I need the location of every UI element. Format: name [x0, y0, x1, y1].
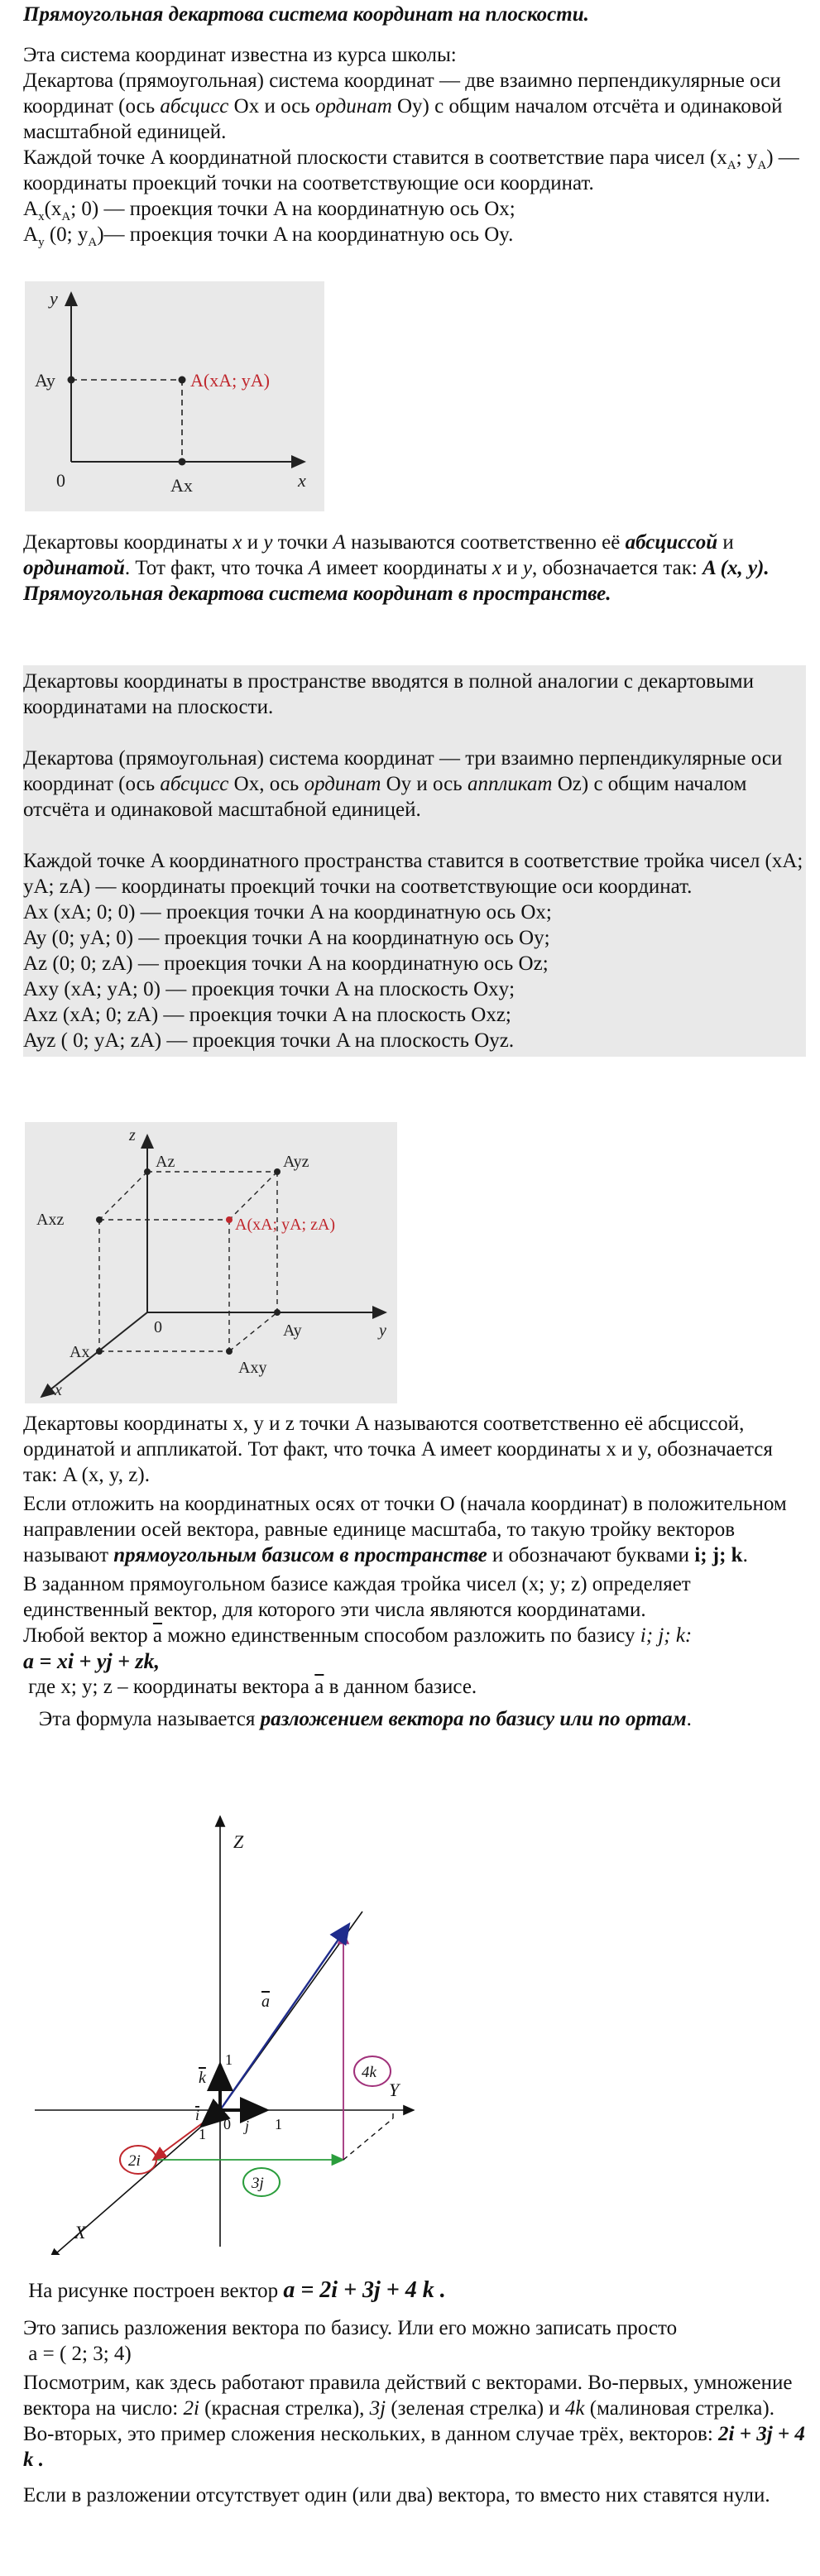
- space-coords-text: Декартовы координаты x, y и z точки A называются соответственно её абсциссой, ординатой и аппликатой. Тот факт, что точка A имеет координаты x и y, обозначается так: A (x, y, z).: [23, 1413, 773, 1486]
- space-label-ay: Ay: [283, 1322, 302, 1340]
- section-basis: [23, 1411, 809, 1732]
- space-proj-axz: Axz (xA; 0; zA) — проекция точки A на плоскость Oxz;: [23, 1004, 511, 1026]
- example-record: Это запись разложения вектора по базису. Или его можно записать просто: [23, 2317, 678, 2339]
- basis-formula: a = xi + yj + zk,: [23, 1649, 161, 1673]
- vec-label-j: j: [245, 2118, 250, 2134]
- space-proj-ay: Ay (0; yA; 0) — проекция точки A на координатную ось Oy;: [23, 927, 550, 949]
- vec-label-4k: 4k: [362, 2064, 376, 2081]
- basis-unique: В заданном прямоугольном базисе каждая тройка чисел (x; y; z) определяет единственный вектор, для которого эти числа являются координатами.: [23, 1573, 691, 1621]
- space-label-point: A(xA; yA; zA): [235, 1216, 336, 1234]
- plane-proj-y: $A_y$ (0; $y_A)—$ проекция точки A на координатную ось Oy.: [23, 223, 514, 249]
- space-point-a: [226, 1216, 233, 1223]
- plane-label-ay: Ay: [35, 370, 55, 391]
- vec-label-3j: 3j: [252, 2175, 264, 2192]
- plane-title: Прямоугольная декартова система координат на плоскости.: [23, 3, 589, 26]
- vec-label-one-j: 1: [275, 2116, 282, 2132]
- space-label-axz: Axz: [36, 1211, 65, 1229]
- space-point-ayz: [274, 1168, 281, 1175]
- example-record-short: a = ( 2; 3; 4): [28, 2343, 132, 2365]
- plane-label-ax: Ax: [170, 475, 193, 496]
- vec-label-k: k: [199, 2069, 206, 2087]
- space-proj-axy: Axy (xA; yA; 0) — проекция точки A на плоскость Oxy;: [23, 978, 515, 1000]
- plane-coords-text: Декартовы координаты x и y точки A называются соответственно её абсциссой и ординатой. Тот факт, что точка A имеет координаты x и y, обозначается так: A (x, y).: [23, 531, 770, 579]
- cube-edge: [229, 1312, 277, 1351]
- plane-label-origin: 0: [56, 470, 65, 491]
- space-figure: [25, 1122, 397, 1403]
- vector-figure: [25, 1808, 422, 2255]
- vec-label-z: Z: [233, 1831, 244, 1852]
- vector-diagram: [25, 1808, 422, 2255]
- vec-a-arrow: [220, 1924, 349, 2110]
- space-label-axy: Axy: [238, 1359, 267, 1377]
- cube-edge: [99, 1172, 147, 1220]
- basis-decompose: Любой вектор $\overline{a}$ можно единственным способом разложить по базису i; j; k:: [23, 1624, 693, 1647]
- section-plane: [23, 2, 809, 247]
- vec-label-one-k: 1: [225, 2051, 233, 2068]
- space-point-az: [144, 1168, 151, 1175]
- space-label-x: x: [55, 1381, 62, 1399]
- section-plane-coords: [23, 530, 809, 607]
- example-built: На рисунке построен вектор a = 2i + 3j + 4 k .: [28, 2277, 446, 2303]
- vec-dash: [343, 2118, 393, 2160]
- vec-label-y: Y: [389, 2080, 400, 2100]
- space-point-ax: [96, 1348, 103, 1355]
- section-space: [23, 665, 806, 1057]
- plane-intro: Эта система координат известна из курса школы:: [23, 44, 457, 66]
- space-label-origin: 0: [154, 1318, 162, 1336]
- space-point-ay: [274, 1309, 281, 1316]
- vec-label-one-i: 1: [199, 2126, 206, 2142]
- example-zeros: Если в разложении отсутствует один (или два) вектора, то вместо них ставятся нули.: [23, 2484, 770, 2506]
- space-label-z: z: [129, 1126, 136, 1144]
- cube-edge: [229, 1172, 277, 1220]
- plane-point-a: [179, 377, 186, 384]
- basis-ort: Эта формула называется разложением вектора по базису или по ортам.: [38, 1708, 692, 1730]
- plane-proj-x: $A_x(x_A$; 0) — проекция точки A на координатную ось Ox;: [23, 198, 515, 223]
- basis-definition: Если отложить на координатных осях от точки O (начала координат) в положительном направлении осей вектора, равные единице масштаба, то такую тройку векторов называют прямоугольным базисом в пространстве и обозначают буквами i; j; k.: [23, 1493, 787, 1566]
- plane-pair: Каждой точке A координатной плоскости ставится в соответствие пара чисел ($x_A$; $y_A$) — координаты проекций точки на соответствующие оси координат.: [23, 146, 799, 194]
- space-diagram: [25, 1122, 397, 1403]
- vec-label-a: a: [261, 1993, 270, 2011]
- plane-point-ax: [179, 458, 186, 466]
- plane-label-point: A(xA; yA): [190, 370, 270, 391]
- space-label-y: y: [379, 1322, 386, 1340]
- plane-definition: Декартова (прямоугольная) система координат — две взаимно перпендикулярные оси координат (ось абсцисс Ox и ось ординат Oy) с общим началом отсчёта и одинаковой масштабной единицей.: [23, 70, 783, 143]
- vec-label-2i: 2i: [128, 2152, 141, 2170]
- basis-where: где x; y; z – координаты вектора $\overline{a}$ в данном базисе.: [28, 1676, 477, 1698]
- plane-point-ay: [68, 377, 75, 384]
- plane-label-x: x: [298, 470, 306, 491]
- example-rules: Посмотрим, как здесь работают правила действий с векторами. Во-первых, умножение вектора на число: 2i (красная стрелка), 3j (зеленая стрелка) и 4k (малиновая стрелка). Во-вторых, это пример сложения нескольких, в данном случае трёх, векторов: 2i + 3j + 4 k .: [23, 2372, 805, 2471]
- space-label-az: Az: [156, 1153, 175, 1171]
- space-proj-az: Az (0; 0; zA) — проекция точки A на координатную ось Oz;: [23, 952, 549, 975]
- vec-label-i: i: [195, 2107, 200, 2123]
- section-example: [23, 2277, 809, 2508]
- plane-label-y: y: [50, 288, 58, 309]
- space-point-axz: [96, 1216, 103, 1223]
- space-definition: Декартова (прямоугольная) система координат — три взаимно перпендикулярные оси координат (ось абсцисс Ox, ось ординат Oy и ось аппликат Oz) с общим началом отсчёта и одинаковой масштабной единицей.: [23, 747, 783, 821]
- space-proj-ayz: Ayz ( 0; yA; zA) — проекция точки A на плоскость Oyz.: [23, 1029, 515, 1052]
- space-label-ax: Ax: [70, 1343, 90, 1361]
- space-proj-ax: Ax (xA; 0; 0) — проекция точки A на координатную ось Ox;: [23, 901, 552, 923]
- vec-label-x: X: [74, 2222, 86, 2243]
- space-point-axy: [226, 1348, 233, 1355]
- space-label-ayz: Ayz: [283, 1153, 309, 1171]
- plane-figure: [25, 281, 324, 511]
- space-intro: Декартовы координаты в пространстве вводятся в полной аналогии с декартовыми координатами на плоскости.: [23, 670, 754, 718]
- space-triple: Каждой точке A координатного пространства ставится в соответствие тройка чисел (xA; yA; zA) — координаты проекций точки на соответствующие оси координат.: [23, 850, 803, 898]
- vec-label-origin: 0: [223, 2116, 231, 2132]
- plane-diagram: [25, 281, 324, 511]
- space-title: Прямоугольная декартова система координат в пространстве.: [23, 583, 611, 605]
- vec-i-arrow: [202, 2110, 220, 2126]
